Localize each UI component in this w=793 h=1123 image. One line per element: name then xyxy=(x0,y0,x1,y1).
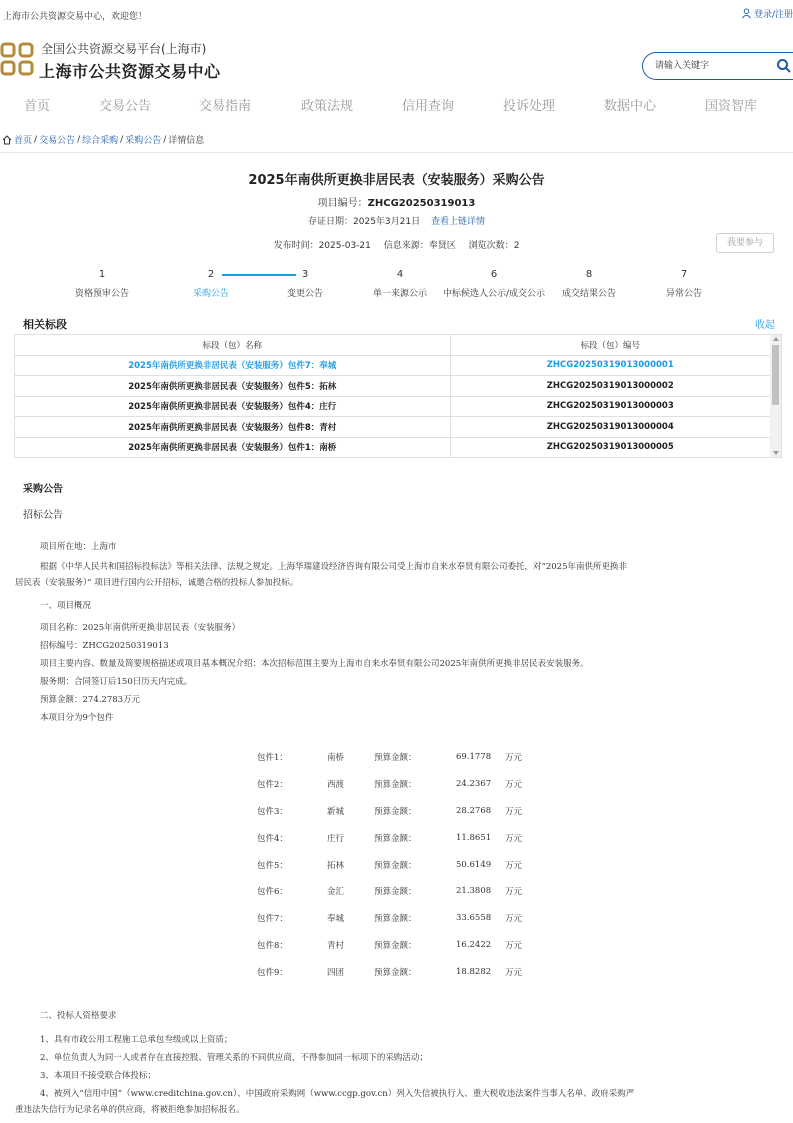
qualification-item: 1、具有市政公用工程施工总承包叁级或以上资质； xyxy=(40,1035,233,1045)
archive-info: 存证日期：2025年3月21日 查看上链详情 xyxy=(308,217,485,227)
step-candidate-notice[interactable]: 6 中标候选人公示/成交公示 xyxy=(442,269,546,299)
intro-text-line1: 根据《中华人民共和国招标投标法》等相关法律、法规之规定。上海华瑞建设经济咨询有限公司受上海市自来水奉贤有限公司委托，对“2025年南供所更换非 xyxy=(40,562,627,572)
column-header-code: 标段（包）编号 xyxy=(450,335,771,355)
process-steps xyxy=(0,265,793,321)
table-row[interactable]: 2025年南供所更换非居民表（安装服务）包件5：拓林 ZHCG20250319013000002 xyxy=(15,376,771,397)
step-change-notice[interactable]: 3 变更公告 xyxy=(286,269,323,299)
nav-complaint[interactable]: 投诉处理 xyxy=(503,99,556,114)
table-row: 包件8： 青村 预算金额： 16.2422 万元 xyxy=(257,939,523,951)
search-input[interactable] xyxy=(655,58,770,74)
site-header xyxy=(0,36,793,86)
step-prequalification[interactable]: 1 资格预审公告 xyxy=(74,269,129,299)
intro-text-line2: 居民表（安装服务）” 项目进行国内公开招标，诚邀合格的投标人参加投标。 xyxy=(15,578,299,588)
breadcrumb-home[interactable]: 首页 xyxy=(14,136,33,146)
site-subtitle: 全国公共资源交易平台(上海市) xyxy=(41,42,207,56)
table-row: 包件3： 新城 预算金额： 28.2768 万元 xyxy=(257,805,523,817)
step-purchase-notice[interactable]: 2 采购公告 xyxy=(192,269,229,299)
qualification-item: 2、单位负责人为同一人或者存在直接控股、管理关系的不同供应商，不得参加同一标项下的采购活动； xyxy=(40,1053,428,1063)
scrollbar-thumb[interactable] xyxy=(772,345,779,405)
main-nav xyxy=(0,88,793,126)
table-row: 包件1： 南桥 预算金额： 69.1778 万元 xyxy=(257,752,523,764)
breadcrumb-announcements[interactable]: 交易公告 xyxy=(39,136,76,146)
table-row: 包件5： 拓林 预算金额： 50.6149 万元 xyxy=(257,859,523,871)
qualification-item: 重违法失信行为记录名单的供应商，将被拒绝参加招标报名。 xyxy=(15,1105,245,1115)
nav-think-tank[interactable]: 国资智库 xyxy=(705,99,758,114)
table-row: 包件7： 奉城 预算金额： 33.6558 万元 xyxy=(257,913,523,925)
related-sections-table xyxy=(14,334,782,458)
login-label: 登录/注册 xyxy=(753,10,793,20)
nav-guide[interactable]: 交易指南 xyxy=(199,99,252,114)
table-row: 包件2： 西渡 预算金额： 24.2367 万元 xyxy=(257,779,523,791)
search-box xyxy=(642,52,793,80)
archive-date: 2025年3月21日 xyxy=(353,217,421,227)
budget-amount: 预算金额：274.2783万元 xyxy=(40,695,141,705)
nav-credit[interactable]: 信用查询 xyxy=(402,99,455,114)
site-title[interactable]: 上海市公共资源交易中心 xyxy=(39,62,221,81)
scroll-up-icon[interactable] xyxy=(773,337,779,341)
nav-announcements[interactable]: 交易公告 xyxy=(99,99,152,114)
breadcrumb-current: 详情信息 xyxy=(168,136,205,146)
publish-date: 2025-03-21 xyxy=(318,241,371,251)
project-code-value: ZHCG20250319013 xyxy=(367,198,476,209)
project-name: 项目名称：2025年南供所更换非居民表（安装服务） xyxy=(40,623,241,633)
table-row[interactable]: 2025年南供所更换非居民表（安装服务）包件1：南桥 ZHCG20250319013000005 xyxy=(15,437,771,458)
overview-heading: 一、项目概况 xyxy=(40,601,92,611)
package-budget-table xyxy=(257,744,535,985)
step-result-notice[interactable]: 8 成交结果公告 xyxy=(561,269,616,299)
scrollbar[interactable] xyxy=(770,335,781,457)
welcome-text: 上海市公共资源交易中心，欢迎您！ xyxy=(3,12,148,22)
collapse-toggle[interactable]: 收起 xyxy=(755,320,775,331)
user-icon xyxy=(741,8,752,19)
info-source: 奉贤区 xyxy=(428,241,456,251)
table-row[interactable]: 2025年南供所更换非居民表（安装服务）包件8：青村 ZHCG20250319013000004 xyxy=(15,417,771,438)
top-bar xyxy=(0,0,793,28)
scroll-down-icon[interactable] xyxy=(773,451,779,455)
search-icon[interactable] xyxy=(776,58,792,74)
qualification-heading: 二、投标人资格要求 xyxy=(40,1011,117,1021)
nav-data-center[interactable]: 数据中心 xyxy=(604,99,657,114)
nav-policy[interactable]: 政策法规 xyxy=(301,99,354,114)
table-row: 包件4： 庄行 预算金额： 11.8651 万元 xyxy=(257,832,523,844)
breadcrumb-purchase-notice[interactable]: 采购公告 xyxy=(125,136,162,146)
divider xyxy=(0,152,793,153)
page-title: 2025年南供所更换非居民表（安装服务）采购公告 xyxy=(248,173,545,188)
tender-number: 招标编号：ZHCG20250319013 xyxy=(40,641,169,651)
column-header-name: 标段（包）名称 xyxy=(15,335,450,355)
content-subtitle: 招标公告 xyxy=(23,510,63,521)
login-link[interactable] xyxy=(741,7,793,20)
content-section-title: 采购公告 xyxy=(23,484,63,495)
blockchain-detail-link[interactable]: 查看上链详情 xyxy=(430,217,485,227)
step-abnormal-notice[interactable]: 7 异常公告 xyxy=(665,269,702,299)
join-button[interactable]: 我要参与 xyxy=(716,233,774,253)
table-row[interactable]: 2025年南供所更换非居民表（安装服务）包件7：奉城 ZHCG20250319013000001 xyxy=(15,355,771,376)
table-row: 包件9： 四团 预算金额： 18.8282 万元 xyxy=(257,966,523,978)
packages-note: 本项目分为9个包件 xyxy=(40,713,114,723)
table-header xyxy=(15,335,771,355)
view-count: 2 xyxy=(513,241,520,251)
step-single-source[interactable]: 4 单一来源公示 xyxy=(372,269,427,299)
project-scope: 项目主要内容、数量及简要规格描述或项目基本概况介绍：本次招标范围主要为上海市自来水奉贤有限公司2025年南供所更换非居民表安装服务。 xyxy=(40,659,589,669)
breadcrumb-procurement[interactable]: 综合采购 xyxy=(82,136,119,146)
home-icon xyxy=(2,135,12,145)
project-location: 项目所在地：上海市 xyxy=(40,542,117,552)
project-code: 项目编号：ZHCG20250319013 xyxy=(317,198,476,209)
breadcrumb: 首页 / 交易公告 / 综合采购 / 采购公告 / 详情信息 xyxy=(2,133,204,146)
service-period: 服务期：合同签订后150日历天内完成。 xyxy=(40,677,193,687)
related-sections-title: 相关标段 xyxy=(23,318,67,331)
qualification-item: 3、本项目不接受联合体投标； xyxy=(40,1071,156,1081)
table-row[interactable]: 2025年南供所更换非居民表（安装服务）包件4：庄行 ZHCG20250319013000003 xyxy=(15,396,771,417)
table-row: 包件6： 金汇 预算金额： 21.3808 万元 xyxy=(257,886,523,898)
nav-home[interactable]: 首页 xyxy=(24,99,51,114)
qualification-item: 4、被列入“信用中国”（www.creditchina.gov.cn）、中国政府采购网（www.ccgp.gov.cn）列入失信被执行人、重大税收违法案件当事人名单、政府采购严 xyxy=(40,1089,635,1099)
publish-meta: 发布时间：2025-03-21 信息来源：奉贤区 浏览次数：2 xyxy=(273,241,520,251)
site-logo-icon[interactable] xyxy=(0,42,34,76)
